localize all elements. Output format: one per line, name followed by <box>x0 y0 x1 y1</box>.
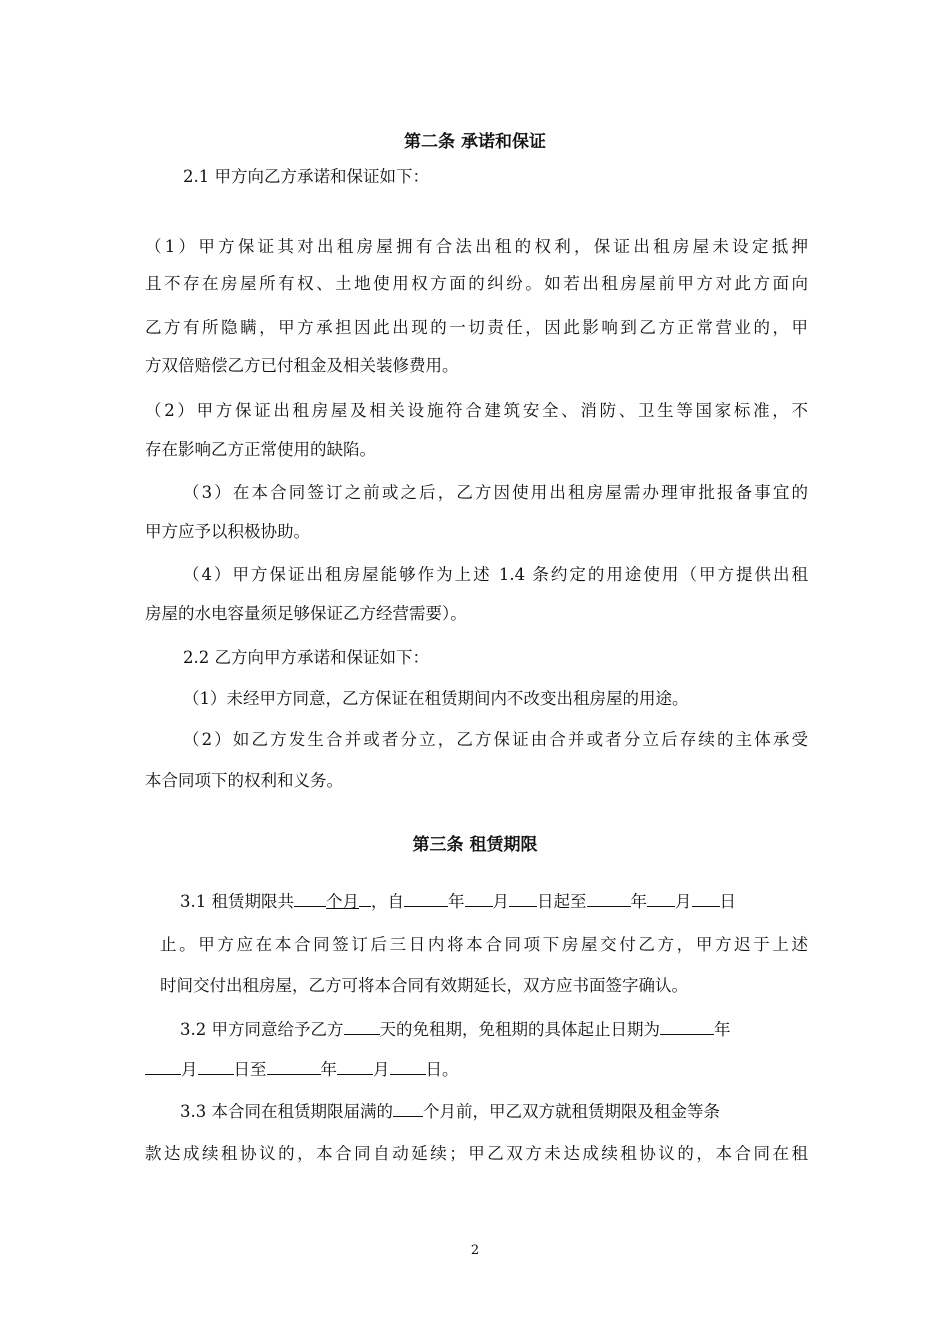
clause-2-1-3-line-1: （3）在本合同签订之前或之后，乙方因使用出租房屋需办理审批报备事宜的 <box>183 483 808 502</box>
clause-3-2-day-2: 日。 <box>425 1060 459 1079</box>
clause-3-1-line-2: 止。甲方应在本合同签订后三日内将本合同项下房屋交付乙方，甲方迟于上述 <box>160 935 808 954</box>
blank-start-month <box>465 889 493 907</box>
clause-3-3-prefix: 3.3 本合同在租赁期限届满的 <box>180 1102 393 1121</box>
clause-2-2-2-line-2: 本合同项下的权利和义务。 <box>145 771 343 790</box>
clause-3-1-prefix: 3.1 租赁期限共 <box>180 892 294 911</box>
clause-2-1-1-line-2: 且不存在房屋所有权、土地使用权方面的纠纷。如若出租房屋前甲方对此方面向 <box>145 274 808 293</box>
clause-3-1-from: ，自 <box>371 892 404 911</box>
clause-2-1-1-line-4: 方双倍赔偿乙方已付租金及相关装修费用。 <box>145 356 459 375</box>
clause-3-2-line-1 <box>180 1016 731 1040</box>
clause-2-1-4-line-2: 房屋的水电容量须足够保证乙方经营需要）。 <box>145 604 467 623</box>
blank-free-end-month <box>337 1057 373 1075</box>
clause-2-1: 2.1 甲方向乙方承诺和保证如下： <box>183 167 429 186</box>
clause-2-1-2-line-1: （2）甲方保证出租房屋及相关设施符合建筑安全、消防、卫生等国家标准，不 <box>145 401 808 420</box>
clause-2-2-2-line-1: （2）如乙方发生合并或者分立，乙方保证由合并或者分立后存续的主体承受 <box>183 730 808 749</box>
clause-3-1-months: 个月 <box>326 892 359 911</box>
clause-3-2-day-1: 日至 <box>233 1060 267 1079</box>
clause-3-2-prefix: 3.2 甲方同意给予乙方 <box>180 1020 344 1039</box>
blank-start-year <box>404 889 448 907</box>
clause-2-1-3-line-2: 甲方应予以积极协助。 <box>145 522 310 541</box>
blank-free-end-day <box>390 1057 426 1075</box>
blank-free-days <box>344 1017 380 1035</box>
clause-3-1-day-2: 日 <box>719 892 736 911</box>
clause-3-2-days-text: 天的免租期，免租期的具体起止日期为 <box>379 1020 660 1039</box>
clause-3-1-line-3: 时间交付出租房屋，乙方可将本合同有效期延长，双方应书面签字确认。 <box>160 976 688 995</box>
clause-3-2-month-1: 月 <box>181 1060 198 1079</box>
clause-3-1-year-2: 年 <box>630 892 647 911</box>
clause-3-1-year-1: 年 <box>448 892 465 911</box>
clause-2-2-1: （1）未经甲方同意，乙方保证在租赁期间内不改变出租房屋的用途。 <box>183 689 689 708</box>
clause-3-2-year-2: 年 <box>320 1060 337 1079</box>
page-number: 2 <box>470 1243 480 1258</box>
clause-2-2: 2.2 乙方向甲方承诺和保证如下： <box>183 648 429 667</box>
clause-2-1-2-line-2: 存在影响乙方正常使用的缺陷。 <box>145 440 376 459</box>
clause-2-1-1-line-1: （1）甲方保证其对出租房屋拥有合法出租的权利，保证出租房屋未设定抵押 <box>145 237 808 256</box>
clause-3-3-suffix: 个月前，甲乙双方就租赁期限及租金等条 <box>423 1102 720 1121</box>
blank-renewal-months <box>393 1099 423 1117</box>
section-2-title: 第二条 承诺和保证 <box>404 132 546 152</box>
blank-free-start-day <box>198 1057 234 1075</box>
clause-3-1-month-1: 月 <box>492 892 509 911</box>
clause-3-2-line-2 <box>145 1056 459 1080</box>
blank-term-count <box>294 889 326 907</box>
clause-2-1-1-line-3: 乙方有所隐瞒，甲方承担因此出现的一切责任，因此影响到乙方正常营业的，甲 <box>145 318 808 337</box>
blank-end-month <box>647 889 675 907</box>
blank-free-start-year <box>660 1017 714 1035</box>
blank-free-start-month <box>145 1057 181 1075</box>
clause-3-2-month-2: 月 <box>373 1060 390 1079</box>
clause-3-1-day-1: 日起至 <box>537 892 587 911</box>
clause-3-1-month-2: 月 <box>675 892 692 911</box>
blank-free-end-year <box>267 1057 321 1075</box>
clause-2-1-4-line-1: （4）甲方保证出租房屋能够作为上述 1.4 条约定的用途使用（甲方提供出租 <box>183 565 808 584</box>
clause-3-3-line-1 <box>180 1098 720 1122</box>
clause-3-2-year-1: 年 <box>714 1020 731 1039</box>
blank-start-day <box>509 889 537 907</box>
section-3-title: 第三条 租赁期限 <box>412 835 538 855</box>
blank-end-day <box>692 889 720 907</box>
clause-3-3-line-2: 款达成续租协议的，本合同自动延续；甲乙双方未达成续租协议的，本合同在租 <box>145 1144 808 1163</box>
clause-3-1-line-1 <box>180 888 736 912</box>
blank-after-months <box>359 889 371 907</box>
blank-end-year <box>587 889 631 907</box>
